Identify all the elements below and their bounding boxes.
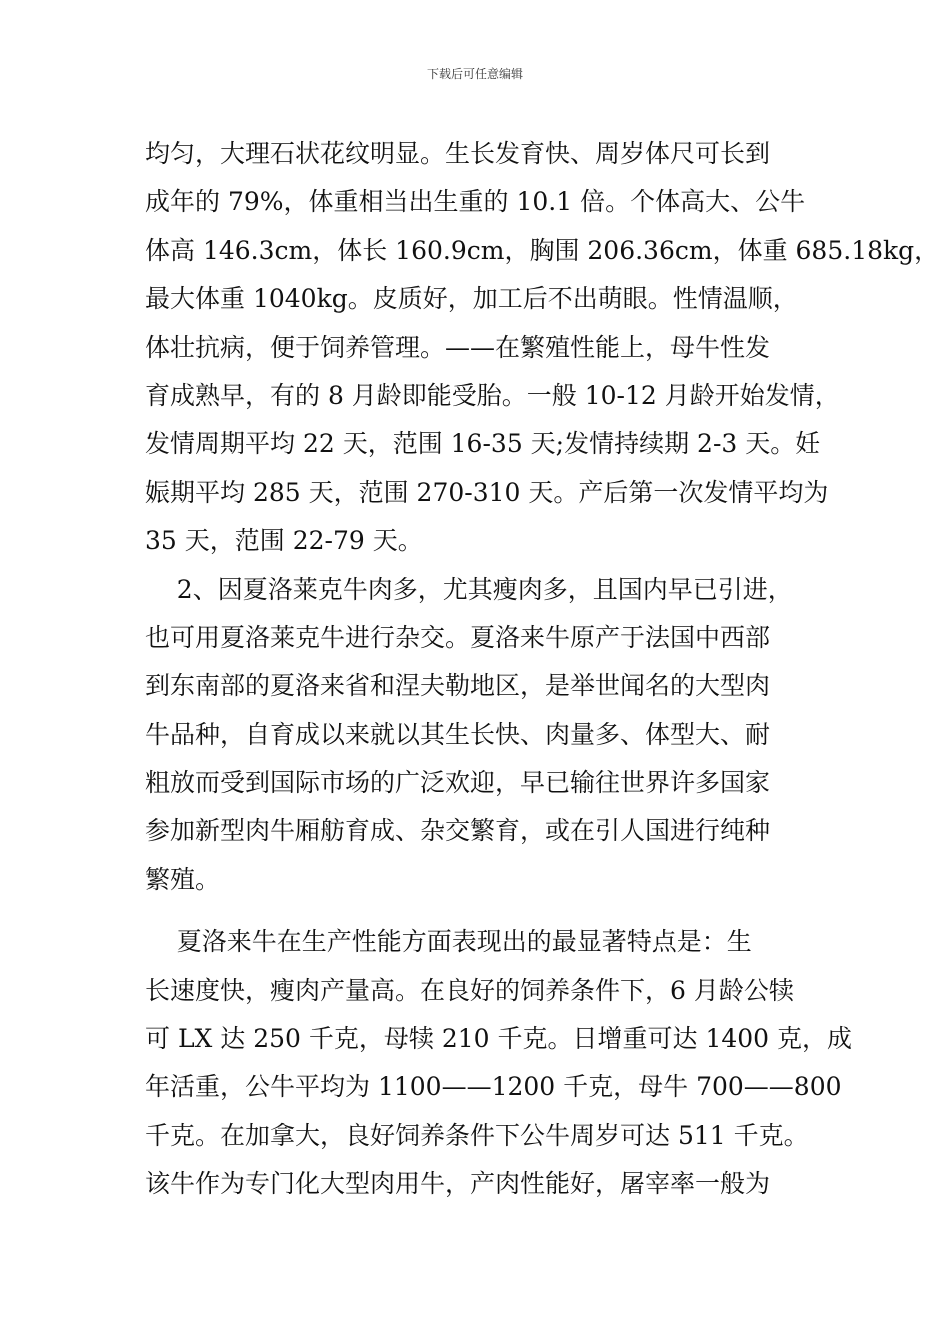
text-line: 2、因夏洛莱克牛肉多，尤其瘦肉多，且国内早已引进， — [145, 574, 793, 604]
text-line: 体壮抗病，便于饲养管理。——在繁殖性能上，母牛性发 — [145, 332, 771, 362]
text-line: 均匀，大理石状花纹明显。生长发育快、周岁体尺可长到 — [145, 139, 771, 168]
text-line: 牛品种，自育成以来就以其生长快、肉量多、体型大、耐 — [145, 719, 771, 749]
text-line: 育成熟早，有的 8 月龄即能受胎。一般 10-12 月龄开始发情， — [145, 380, 840, 410]
paragraph-gap — [145, 904, 815, 918]
text-line: 可 LX 达 250 千克，母犊 210 千克。日增重可达 1400 克，成 — [145, 1024, 853, 1054]
paragraph-cattle-traits — [145, 130, 940, 566]
text-line: 最大体重 1040kg。皮质好，加工后不出萌眼。性情温顺， — [145, 284, 798, 314]
text-line: 也可用夏洛莱克牛进行杂交。夏洛来牛原产于法国中西部 — [145, 622, 771, 652]
text-line: 千克。在加拿大，良好饲养条件下公牛周岁可达 511 千克。 — [145, 1120, 809, 1150]
text-line: 35 天，范围 22-79 天。 — [145, 526, 423, 556]
text-line: 粗放而受到国际市场的广泛欢迎，早已输往世界许多国家 — [145, 768, 771, 798]
text-line: 娠期平均 285 天，范围 270-310 天。产后第一次发情平均为 — [145, 477, 829, 507]
paragraph-charolais-performance — [145, 918, 853, 1208]
text-line: 成年的 79%，体重相当出生重的 10.1 倍。个体高大、公牛 — [145, 187, 806, 217]
document-body — [145, 130, 940, 1209]
text-line: 长速度快，瘦肉产量高。在良好的饲养条件下，6 月龄公犊 — [145, 975, 794, 1005]
page-header: 下载后可任意编辑 — [426, 67, 523, 81]
text-line: 夏洛来牛在生产性能方面表现出的最显著特点是：生 — [145, 927, 752, 957]
text-line: 年活重，公牛平均为 1100——1200 千克，母牛 700——800 — [145, 1072, 842, 1102]
text-line: 繁殖。 — [145, 864, 221, 894]
text-line: 到东南部的夏洛来省和涅夫勒地区，是举世闻名的大型肉 — [145, 671, 771, 701]
text-line: 发情周期平均 22 天，范围 16-35 天;发情持续期 2-3 天。妊 — [145, 429, 821, 459]
text-line: 体高 146.3cm，体长 160.9cm，胸围 206.36cm，体重 685.18kg， — [145, 235, 940, 265]
text-line: 参加新型肉牛厢舫育成、杂交繁育，或在引人国进行纯种 — [145, 816, 771, 846]
text-line: 该牛作为专门化大型肉用牛，产肉性能好，屠宰率一般为 — [145, 1169, 771, 1199]
paragraph-charolais-intro — [145, 566, 815, 905]
